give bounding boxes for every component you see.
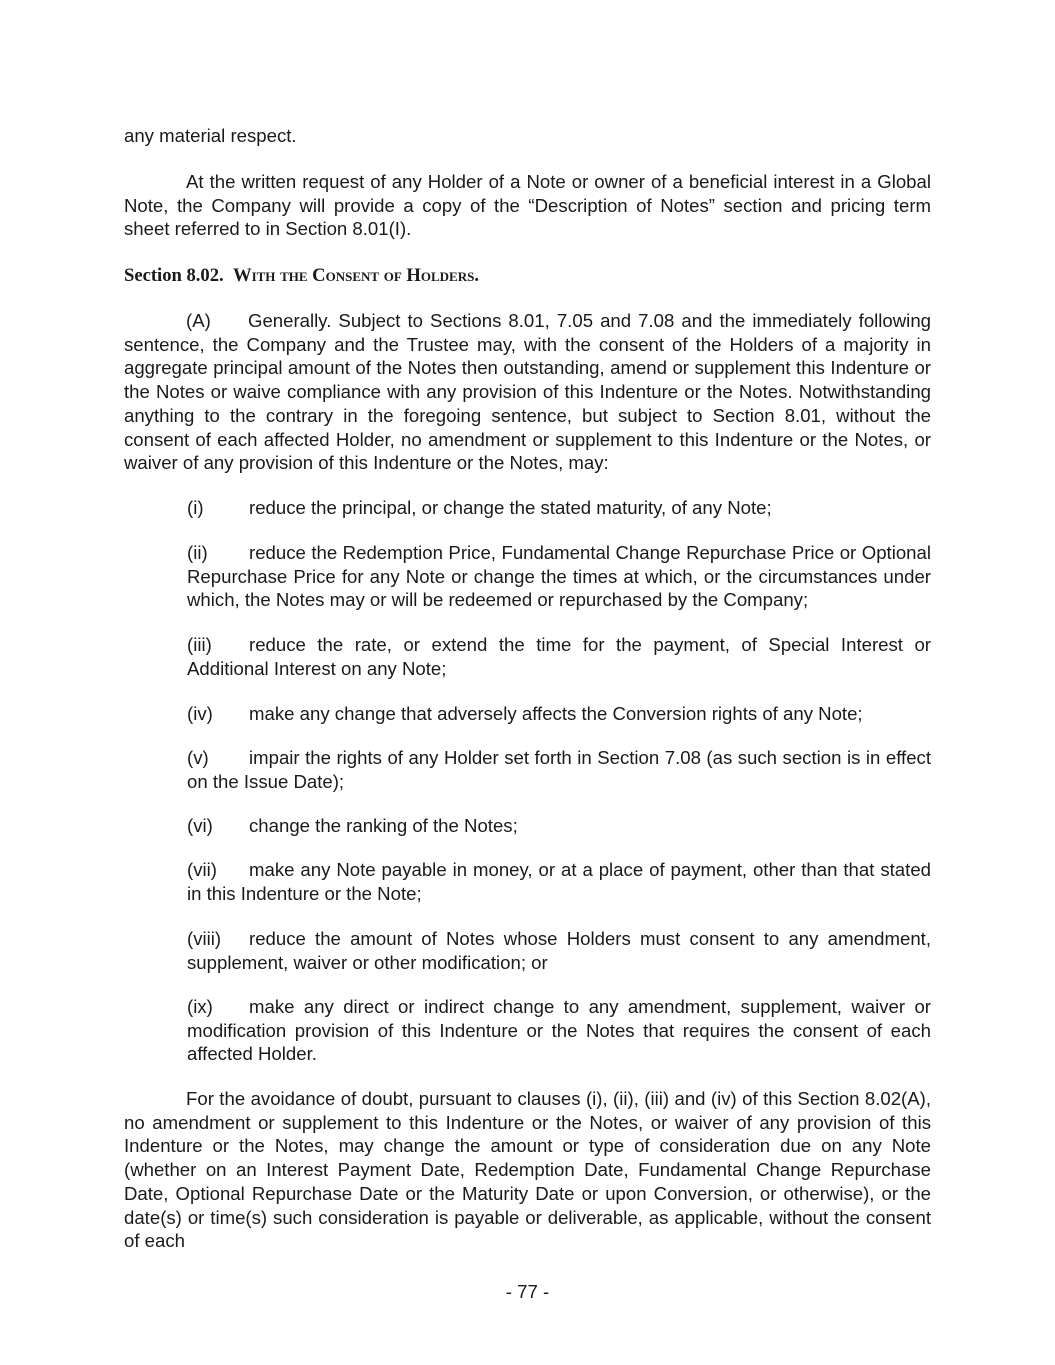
clause-number: (v) [187, 747, 209, 768]
generally-label: (A) [186, 310, 211, 331]
clause-text: reduce the principal, or change the stated maturity, of any Note; [249, 497, 772, 518]
clause-text: reduce the rate, or extend the time for the payment, of Special Interest or Additional Interest on any Note; [187, 634, 931, 679]
generally-paragraph [124, 309, 931, 475]
clause-number: (iv) [187, 703, 213, 724]
clause-text: impair the rights of any Holder set forth in Section 7.08 (as such section is in effect on the Issue Date); [187, 747, 931, 792]
clause-item [187, 702, 931, 726]
clause-number: (vi) [187, 815, 213, 836]
clause-number: (ix) [187, 996, 213, 1017]
clause-text: reduce the Redemption Price, Fundamental Change Repurchase Price or Optional Repurchase Price for any Note or change the times at which, or the circumstances under which, the Notes may or will be redeemed or repurchased by the Company; [187, 542, 931, 611]
request-paragraph: At the written request of any Holder of a Note or owner of a beneficial interest in a Global Note, the Company will provide a copy of the “Description of Notes” section and pricing term sheet referred to in Section 8.01(I). [124, 171, 931, 240]
section-heading [124, 264, 479, 288]
closing-paragraph: For the avoidance of doubt, pursuant to clauses (i), (ii), (iii) and (iv) of this Section 8.02(A), no amendment or supplement to this Indenture or the Notes, or waiver of any provision of this Indenture or the Notes, may change the amount or type of consideration due on any Note (whether on an Interest Payment Date, Redemption Date, Fundamental Change Repurchase Date, Optional Repurchase Date or the Maturity Date or upon Conversion, or otherwise), or the date(s) or time(s) such consideration is payable or deliverable, as applicable, without the consent of each [124, 1088, 931, 1252]
clause-text: make any direct or indirect change to any amendment, supplement, waiver or modification provision of this Indenture or the Notes that requires the consent of each affected Holder. [187, 996, 931, 1065]
clause-text: reduce the amount of Notes whose Holders must consent to any amendment, supplement, waiver or other modification; or [187, 928, 931, 973]
section-number: Section 8.02. [124, 265, 224, 286]
clause-item [187, 927, 931, 974]
clause-number: (viii) [187, 928, 222, 949]
clause-item [187, 633, 931, 680]
clause-item [187, 995, 931, 1066]
generally-text: Generally. Subject to Sections 8.01, 7.05 and 7.08 and the immediately following sentence, the Company and the Trustee may, with the consent of the Holders of a majority in aggregate principal amount of the Notes then outstanding, amend or supplement this Indenture or the Notes or waive compliance with any provision of this Indenture or the Notes. Notwithstanding anything to the contrary in the foregoing sentence, but subject to Section 8.01, without the consent of each affected Holder, no amendment or supplement to this Indenture or the Notes, or waiver of any provision of this Indenture or the Notes, may: [124, 310, 931, 474]
continuation-text: any material respect. [124, 125, 297, 146]
clause-item [187, 496, 931, 520]
clause-number: (i) [187, 497, 204, 518]
clause-number: (vii) [187, 859, 217, 880]
clause-item [187, 541, 931, 612]
clause-item [187, 746, 931, 793]
section-title: With the Consent of Holders. [232, 265, 479, 286]
clause-text: make any Note payable in money, or at a place of payment, other than that stated in this Indenture or the Note; [187, 859, 931, 904]
clause-text: change the ranking of the Notes; [249, 815, 518, 836]
clause-item [187, 858, 931, 905]
clause-number: (iii) [187, 634, 212, 655]
clause-item [187, 814, 931, 838]
clause-text: make any change that adversely affects the Conversion rights of any Note; [249, 703, 863, 724]
page-number: - 77 - [505, 1281, 550, 1302]
clause-number: (ii) [187, 542, 208, 563]
